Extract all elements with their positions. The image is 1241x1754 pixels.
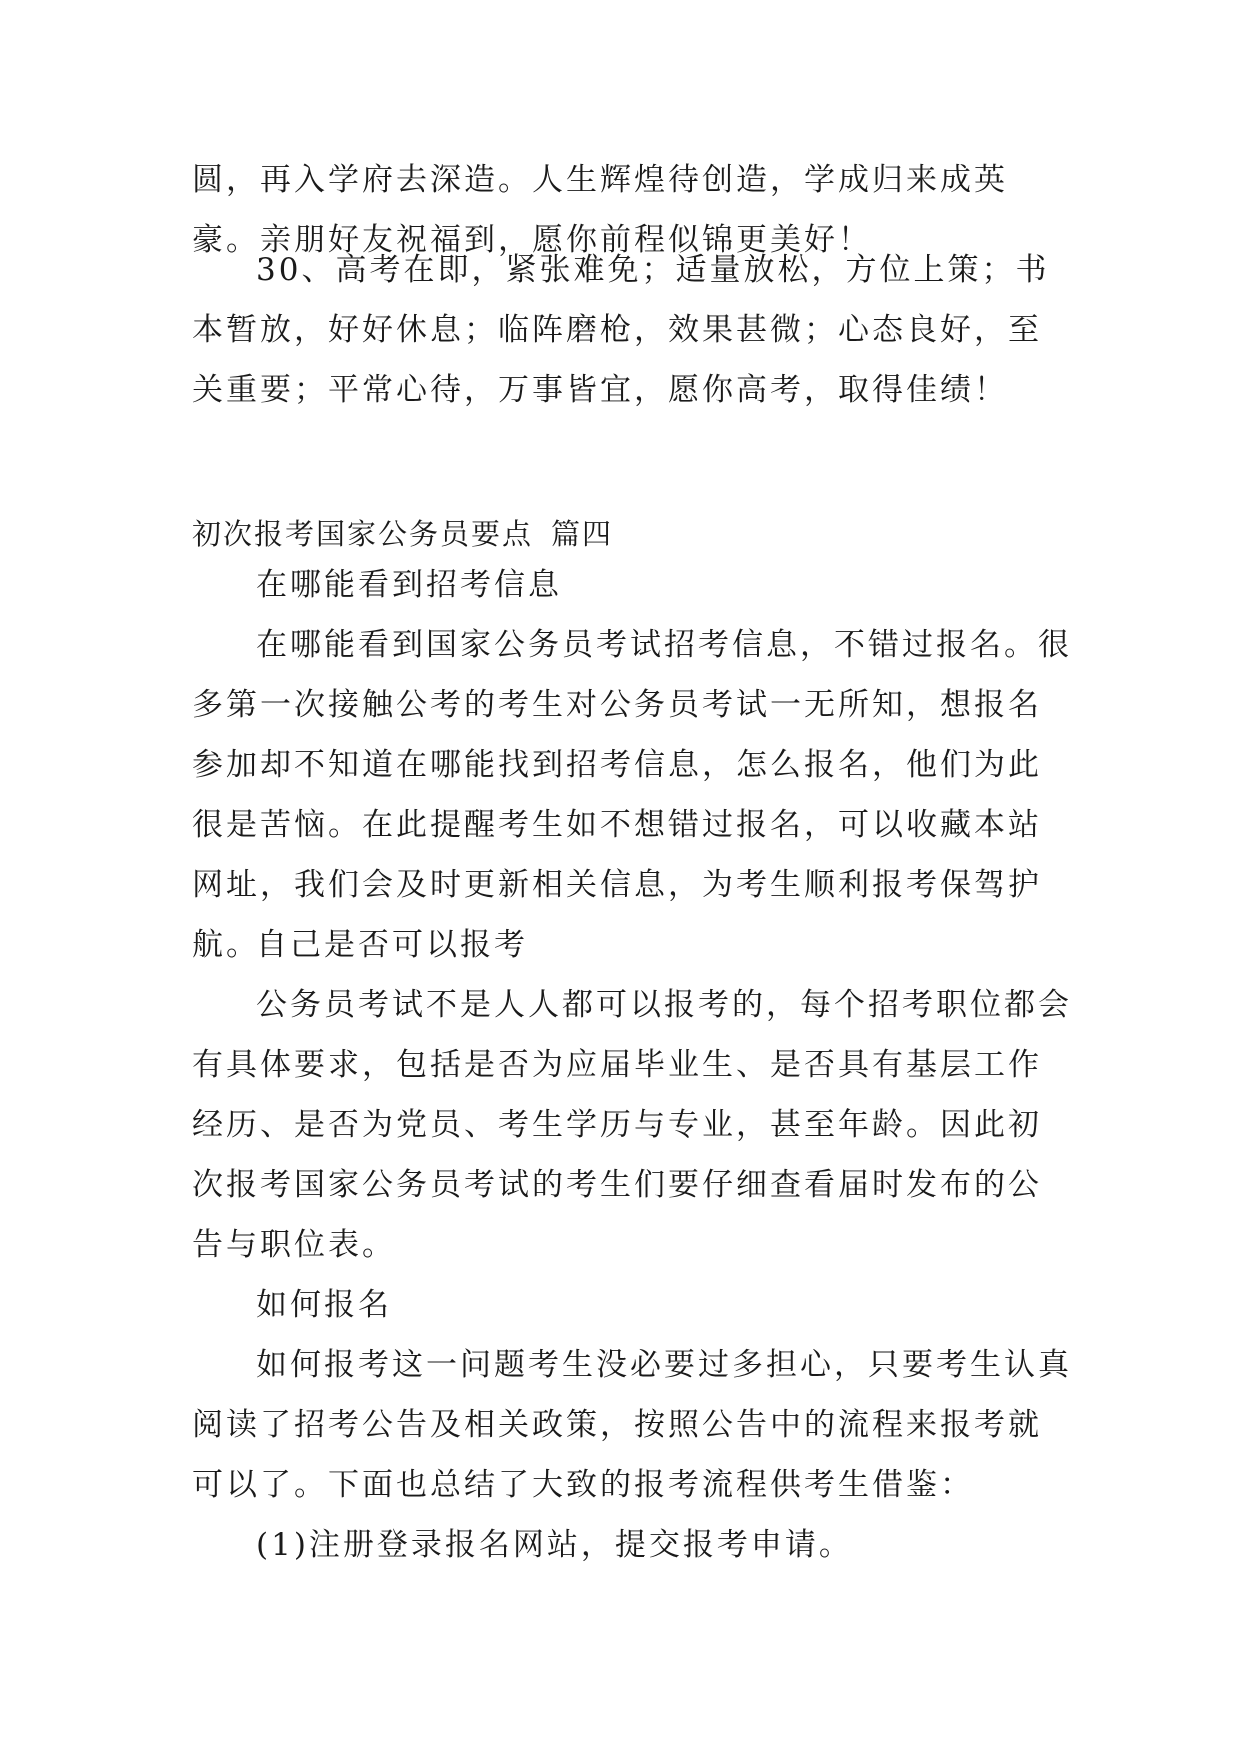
paragraph-step-1: (1)注册登录报名网站，提交报考申请。 [256,1527,853,1563]
subheading-how-to-register: 如何报名 [256,1287,392,1323]
paragraph-where-to-find-info: 在哪能看到国家公务员考试招考信息，不错过报名。很多第一次接触公考的考生对公务员考试一无所知，想报名参加却不知道在哪能找到招考信息，怎么报名，他们为此很是苦恼。在此提醒考生如不想错过报名，可以收藏本站网址，我们会及时更新相关信息，为考生顺利报考保驾护航。 [192,627,1072,963]
subheading-eligibility: 自己是否可以报考 [256,927,528,963]
subheading-where-to-find-info: 在哪能看到招考信息 [256,567,562,603]
section-tag: 篇四 [551,517,614,551]
paragraph-item-30: 30、高考在即，紧张难免；适量放松，方位上策；书本暂放，好好休息；临阵磨枪，效果甚微；心态良好，至关重要；平常心待，万事皆宜，愿你高考，取得佳绩！ [192,252,1050,408]
section-title: 初次报考国家公务员要点 [192,517,534,551]
paragraph-eligibility: 公务员考试不是人人都可以报考的，每个招考职位都会有具体要求，包括是否为应届毕业生、是否具有基层工作经历、是否为党员、考生学历与专业，甚至年龄。因此初次报考国家公务员考试的考生们要仔细查看届时发布的公告与职位表。 [192,987,1072,1263]
paragraph-blessing-continued: 圆，再入学府去深造。人生辉煌待创造，学成归来成英豪。亲朋好友祝福到，愿你前程似锦更美好！ [192,162,1008,258]
paragraph-how-to-register: 如何报考这一问题考生没必要过多担心，只要考生认真阅读了招考公告及相关政策，按照公告中的流程来报考就可以了。下面也总结了大致的报考流程供考生借鉴： [192,1347,1072,1503]
section-heading [192,512,613,556]
